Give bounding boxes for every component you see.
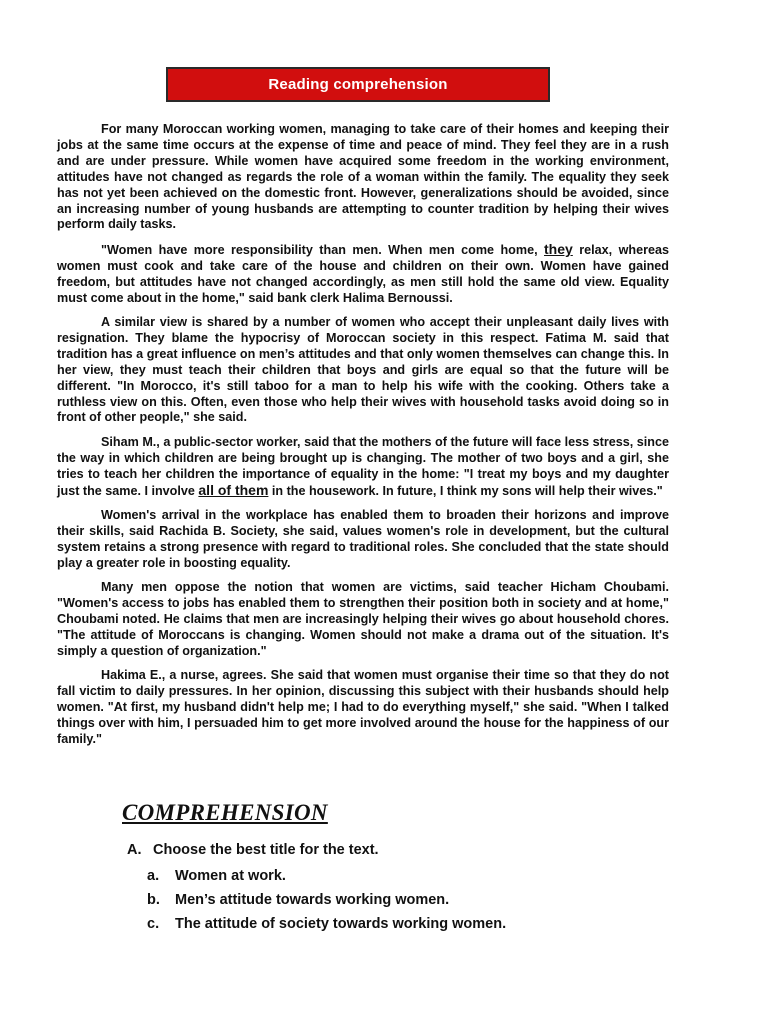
question-label: A.: [127, 842, 142, 858]
paragraph-3: A similar view is shared by a number of women who accept their unpleasant daily lives with resignation. They blame the hypocrisy of Moroccan society in this respect. Fatima M. said that tradition has a great influence on men’s attitudes and that only women themselves can change this. In her view, they must teach their children that boys and girls are equal so that the future will be different. "In Morocco, it's still taboo for a man to help his wife with the cooking. Others take a ruthless view on this. Often, even those who help their wives with household tasks avoid doing so in front of other people," she said.: [57, 314, 669, 425]
paragraph-4: [57, 435, 669, 500]
paragraph-6: Many men oppose the notion that women are victims, said teacher Hicham Choubami. "Women's access to jobs has enabled them to strengthen their position both in society and at home," Choubami noted. He claims that men are increasingly helping their wives go about household chores. "The attitude of Moroccans is changing. Women should not make a drama out of the situation. It's simply a question of organization.": [57, 580, 669, 658]
paragraph-2: [57, 242, 669, 307]
paragraph-1: For many Moroccan working women, managing to take care of their homes and keeping their jobs at the same time occurs at the expense of time and peace of mind. They feel they are in a rush and are under pressure. While women have acquired some freedom in the working environment, attitudes have not changed as regards the role of a woman within the family. The equality they seek has not yet been achieved on the domestic front. However, generalizations should be avoided, since an increasing number of young husbands are attempting to counter tradition by helping their wives perform daily tasks.: [57, 122, 669, 232]
page-title-box: [166, 67, 550, 102]
option-b: [147, 888, 506, 912]
option-c: [147, 912, 506, 936]
question-a: [127, 842, 379, 858]
question-text: Choose the best title for the text.: [153, 842, 379, 858]
page-title: Reading comprehension: [268, 76, 448, 93]
option-label: c.: [147, 916, 160, 932]
option-text: Women at work.: [175, 868, 286, 884]
option-text: The attitude of society towards working women.: [175, 916, 507, 932]
paragraph-5: Women's arrival in the workplace has enabled them to broaden their horizons and improve their skills, said Rachida B. Society, she said, values women's role in development, but the cultural system retains a strong presence with regard to traditional roles. She concluded that the state should play a greater role in boosting equality.: [57, 507, 669, 570]
underlined-phrase-all-of-them: all of them: [198, 481, 269, 498]
paragraph-4-part-a: Siham M., a public-sector worker, said that the mothers of the future will face less stress, since the way in which children are being brought up is changing. The mother of two boys and a girl, she tries to teach her children the importance of equality in the home: "I treat my boys and my daughter just the same. I involve: [57, 434, 669, 498]
paragraph-2-part-b: relax, whereas women must cook and take care of the house and children on their own. Women have gained freedom, but attitudes have not changed accordingly, as men still hold the same old view. Equality must come about in the home," said bank clerk Halima Bernoussi.: [57, 242, 669, 305]
reading-passage: [57, 122, 669, 756]
option-label: a.: [147, 868, 160, 884]
paragraph-2-part-a: "Women have more responsibility than men. When men come home,: [101, 242, 538, 257]
paragraph-4-part-b: in the housework. In future, I think my sons will help their wives.": [271, 483, 663, 498]
paragraph-7: Hakima E., a nurse, agrees. She said that women must organise their time so that they do not fall victim to daily pressures. In her opinion, discussing this subject with their husbands should help women. "At first, my husband didn't help me; I had to do everything myself," she said. "When I talked things over with him, I persuaded him to get more involved around the house for the happiness of our family.": [57, 668, 669, 746]
option-a: [147, 864, 506, 888]
underlined-word-they: they: [544, 240, 573, 257]
comprehension-heading: COMPREHENSION: [122, 800, 328, 825]
option-label: b.: [147, 892, 160, 908]
option-text: Men’s attitude towards working women.: [175, 892, 450, 908]
answer-options: [147, 864, 506, 936]
